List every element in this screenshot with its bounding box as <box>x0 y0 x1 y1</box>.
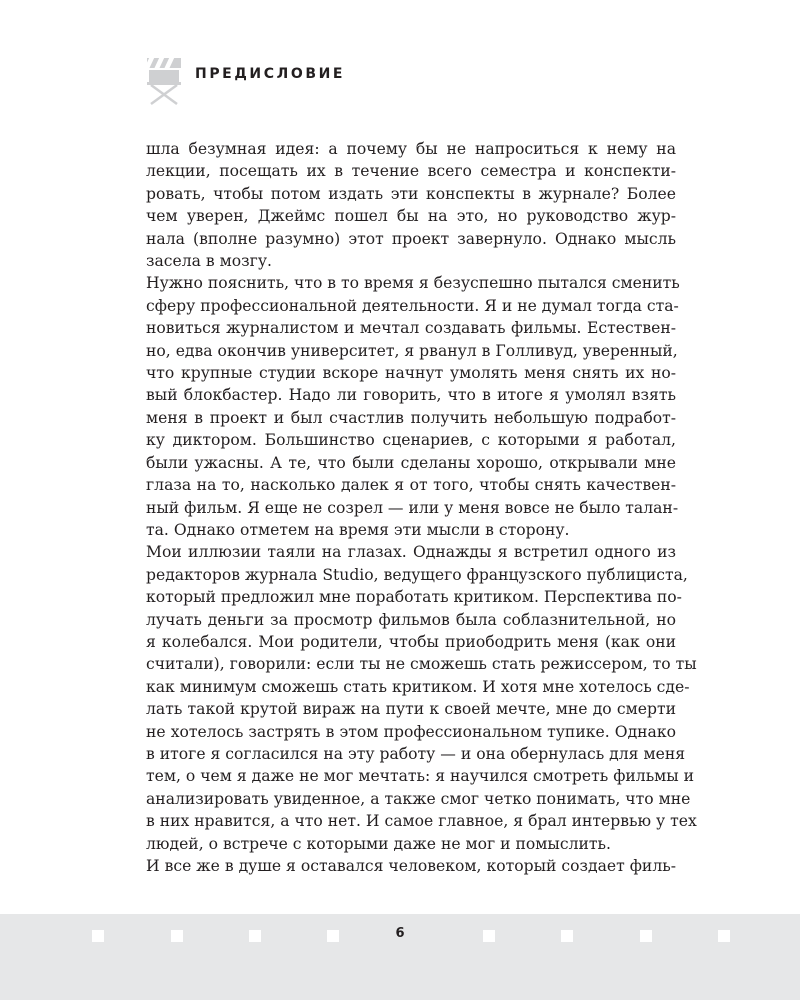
film-hole <box>327 930 339 942</box>
text-line: меня в проект и был счастлив получить небольшую подработ- <box>146 408 676 427</box>
text-line: Нужно пояснить, что в то время я безуспешно пытался сменить <box>146 274 680 293</box>
director-chair-icon <box>145 54 185 106</box>
text-line: вый блокбастер. Надо ли говорить, что в итоге я умолял взять <box>146 386 676 405</box>
text-line: сферу профессиональной деятельности. Я и не думал тогда ста- <box>146 296 679 315</box>
text-line: тем, о чем я даже не мог мечтать: я научился смотреть фильмы и <box>146 767 695 786</box>
film-hole <box>483 930 495 942</box>
text-line: но, едва окончив университет, я рванул в Голливуд, уверенный, <box>146 341 678 360</box>
text-line: людей, о встрече с которыми даже не мог и помыслить. <box>146 834 611 853</box>
text-line: считали), говорили: если ты не сможешь стать режиссером, то ты <box>146 655 697 674</box>
text-line: что крупные студии вскоре начнут умолять меня снять их но- <box>146 364 676 383</box>
text-line: лать такой крутой вираж на пути к своей мечте, мне до смерти <box>146 700 676 719</box>
film-hole <box>249 930 261 942</box>
paragraph <box>146 272 680 541</box>
text-line: засела в мозгу. <box>146 252 272 271</box>
text-line: редакторов журнала Studio, ведущего французского публициста, <box>146 565 688 584</box>
text-line: И все же в душе я оставался человеком, который создает филь- <box>146 857 676 875</box>
text-line: ку диктором. Большинство сценариев, с которыми я работал, <box>146 431 676 450</box>
text-line: шла безумная идея: а почему бы не напроситься к нему на <box>146 140 676 158</box>
text-line: как минимум сможешь стать критиком. И хотя мне хотелось сде- <box>146 677 690 696</box>
text-line: анализировать увиденное, а также смог четко понимать, что мне <box>146 789 691 808</box>
text-line: лучать деньги за просмотр фильмов была соблазнительной, но <box>146 610 676 629</box>
body-text <box>146 138 697 877</box>
text-line: чем уверен, Джеймс пошел бы на это, но руководство жур- <box>146 207 676 226</box>
text-line: ный фильм. Я еще не созрел — или у меня вовсе не было талан- <box>146 498 679 517</box>
text-line: ровать, чтобы потом издать эти конспекты в журнале? Более <box>146 184 676 203</box>
paragraph <box>146 855 676 877</box>
film-hole <box>561 930 573 942</box>
film-hole <box>640 930 652 942</box>
text-line: нала (вполне разумно) этот проект завернуло. Однако мысль <box>146 229 676 248</box>
text-line: лекции, посещать их в течение всего семестра и конспекти- <box>146 162 676 181</box>
paragraph <box>146 138 676 272</box>
text-line: я колебался. Мои родители, чтобы приободрить меня (как они <box>146 632 676 651</box>
section-title: ПРЕДИСЛОВИЕ <box>195 66 346 82</box>
text-line: Мои иллюзии таяли на глазах. Однажды я встретил одного из <box>146 543 676 562</box>
film-hole <box>171 930 183 942</box>
text-line: в них нравится, а что нет. И самое главное, я брал интервью у тех <box>146 812 697 831</box>
footer-film-strip <box>0 914 800 1000</box>
text-line: новиться журналистом и мечтал создавать фильмы. Естествен- <box>146 319 676 338</box>
text-line: глаза на то, насколько далек я от того, чтобы снять качествен- <box>146 476 676 495</box>
text-line: были ужасны. А те, что были сделаны хорошо, открывали мне <box>146 453 676 472</box>
text-line: в итоге я согласился на эту работу — и она обернулась для меня <box>146 744 686 763</box>
page-number: 6 <box>395 926 405 941</box>
paragraph <box>146 541 697 855</box>
text-line: не хотелось застрять в этом профессиональном тупике. Однако <box>146 722 676 741</box>
text-line: та. Однако отметем на время эти мысли в сторону. <box>146 520 570 539</box>
film-hole <box>92 930 104 942</box>
text-line: который предложил мне поработать критиком. Перспектива по- <box>146 588 682 607</box>
film-hole <box>718 930 730 942</box>
